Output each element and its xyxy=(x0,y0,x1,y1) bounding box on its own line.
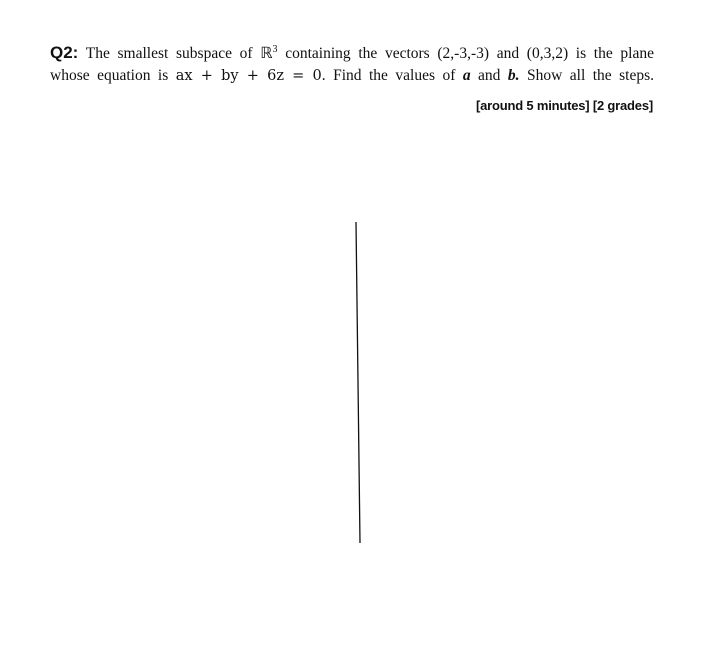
plane-equation: ax + by + 6z = 0 xyxy=(175,68,322,84)
line1-pre: The smallest subspace of xyxy=(85,45,253,62)
vertical-stroke xyxy=(356,222,360,543)
line1-post: containing the vectors (2,-3,-3) and (0,3,2) is the plane xyxy=(285,45,654,62)
question-number: Q2: xyxy=(50,43,79,62)
line2-pre: whose equation is xyxy=(50,67,169,84)
and-word: and xyxy=(478,67,501,84)
grade-value: [2 grades] xyxy=(592,98,653,113)
line2-mid: . Find the values of xyxy=(321,67,456,84)
space-exponent: 3 xyxy=(272,43,278,55)
variable-a: a xyxy=(462,67,471,84)
space-symbol: ℝ xyxy=(260,45,273,62)
time-estimate: [around 5 minutes] xyxy=(476,98,590,113)
line2-post: Show all the steps. xyxy=(527,67,655,84)
variable-b: b. xyxy=(507,67,520,84)
